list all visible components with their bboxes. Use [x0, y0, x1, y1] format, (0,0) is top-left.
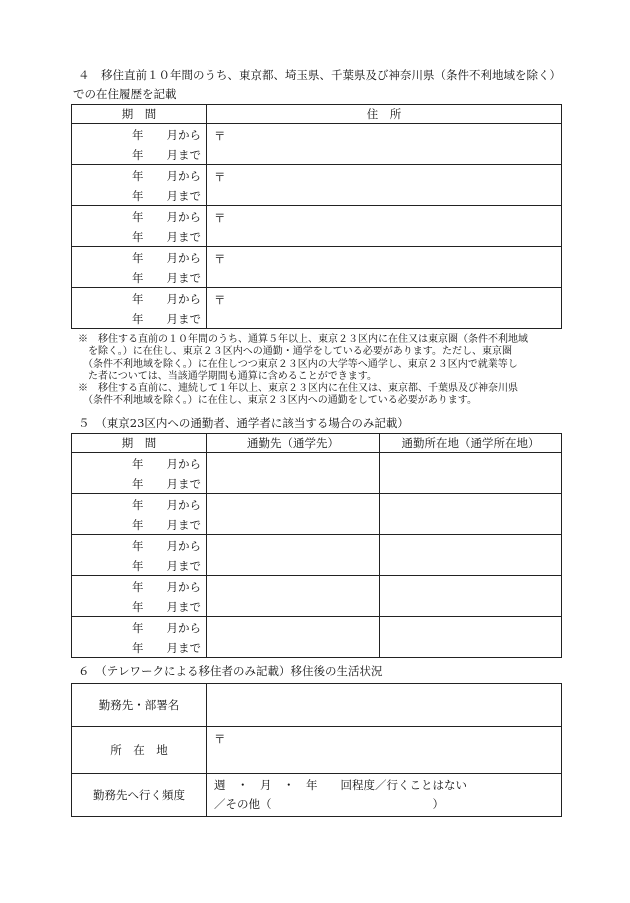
- address-cell[interactable]: [207, 206, 562, 247]
- period-to: [72, 514, 206, 534]
- col-location-header: 通勤所在地（通学所在地）: [380, 434, 562, 453]
- period-to: [72, 637, 206, 657]
- period-from: [72, 453, 206, 473]
- address-cell[interactable]: [207, 124, 562, 165]
- table-row: [72, 124, 562, 165]
- workplace-field[interactable]: [207, 684, 562, 727]
- table-row: [72, 206, 562, 247]
- address-row: [72, 727, 562, 774]
- postal-mark: 〒: [214, 211, 226, 225]
- period-to: [72, 226, 206, 246]
- frequency-label: 勤務先へ行く頻度: [72, 774, 207, 817]
- residence-history-table: [71, 104, 562, 329]
- period-cell[interactable]: [72, 247, 207, 288]
- table-row: [72, 165, 562, 206]
- period-to: [72, 596, 206, 616]
- postal-mark: 〒: [214, 129, 226, 143]
- note-line: ※ 移住する直前の１０年間のうち、通算５年以上、東京２３区内に在住又は東京圏（条件不利地域: [78, 334, 528, 345]
- address-cell[interactable]: [207, 288, 562, 329]
- period-from: [72, 247, 206, 267]
- period-to: [72, 308, 206, 328]
- frequency-row: [72, 774, 562, 817]
- note-line: た者については、当該通学期間も通算に含めることができます。: [78, 370, 377, 382]
- living-status-table: [71, 683, 562, 817]
- period-to-text: 年 月まで: [132, 477, 201, 491]
- period-to: [72, 144, 206, 164]
- section5-heading: ５ （東京23区内への通勤者、通学者に該当する場合のみ記載）: [78, 416, 409, 430]
- table-header-row: [72, 434, 562, 453]
- col-period-header: 期 間: [72, 105, 207, 124]
- location-cell[interactable]: [380, 576, 562, 617]
- address-cell[interactable]: [207, 247, 562, 288]
- period-from: [72, 617, 206, 637]
- period-from: [72, 535, 206, 555]
- period-from: [72, 494, 206, 514]
- period-cell[interactable]: [72, 206, 207, 247]
- table-row: [72, 576, 562, 617]
- period-cell[interactable]: [72, 617, 207, 658]
- period-to-text: 年 月まで: [132, 600, 201, 614]
- location-cell[interactable]: [380, 494, 562, 535]
- period-to-text: 年 月まで: [132, 641, 201, 655]
- col-address-header: 住 所: [207, 105, 562, 124]
- table-row: [72, 494, 562, 535]
- postal-mark: 〒: [214, 732, 226, 746]
- workplace-cell[interactable]: [207, 494, 380, 535]
- table-row: [72, 247, 562, 288]
- workplace-label: 勤務先・部署名: [72, 684, 207, 727]
- period-cell[interactable]: [72, 288, 207, 329]
- period-cell[interactable]: [72, 535, 207, 576]
- col-period-header: 期 間: [72, 434, 207, 453]
- address-label: 所 在 地: [72, 727, 207, 774]
- address-field[interactable]: [207, 727, 562, 774]
- period-to: [72, 185, 206, 205]
- frequency-options: 週 ・ 月 ・ 年 回程度／行くことはない: [214, 778, 467, 792]
- period-cell[interactable]: [72, 165, 207, 206]
- period-from: [72, 288, 206, 308]
- period-from-text: 年 月から: [132, 292, 201, 306]
- period-cell[interactable]: [72, 453, 207, 494]
- period-from-text: 年 月から: [132, 580, 201, 594]
- period-from: [72, 124, 206, 144]
- address-cell[interactable]: [207, 165, 562, 206]
- period-to: [72, 473, 206, 493]
- workplace-row: [72, 684, 562, 727]
- period-to-text: 年 月まで: [132, 189, 201, 203]
- workplace-cell[interactable]: [207, 535, 380, 576]
- period-to: [72, 555, 206, 575]
- note-line: ※ 移住する直前に、連続して１年以上、東京２３区内に在住又は、東京都、千葉県及び神奈川県: [78, 383, 518, 395]
- note-line: を除く。）に在住し、東京２３区内への通勤・通学をしている必要があります。ただし、東京圏: [78, 346, 512, 358]
- frequency-other: ／その他（ ）: [214, 797, 444, 811]
- period-cell[interactable]: [72, 576, 207, 617]
- period-from-text: 年 月から: [132, 498, 201, 512]
- location-cell[interactable]: [380, 535, 562, 576]
- location-cell[interactable]: [380, 453, 562, 494]
- period-to-text: 年 月まで: [132, 312, 201, 326]
- period-from-text: 年 月から: [132, 251, 201, 265]
- period-to-text: 年 月まで: [132, 271, 201, 285]
- workplace-cell[interactable]: [207, 453, 380, 494]
- postal-mark: 〒: [214, 170, 226, 184]
- section6-heading: ６ （テレワークによる移住者のみ記載）移住後の生活状況: [78, 664, 383, 678]
- postal-mark: 〒: [214, 252, 226, 266]
- period-from: [72, 576, 206, 596]
- period-from-text: 年 月から: [132, 539, 201, 553]
- col-workplace-header: 通勤先（通学先）: [207, 434, 380, 453]
- table-row: [72, 288, 562, 329]
- section4-notes: [78, 334, 528, 408]
- table-row: [72, 617, 562, 658]
- period-to-text: 年 月まで: [132, 148, 201, 162]
- table-row: [72, 535, 562, 576]
- period-from-text: 年 月から: [132, 169, 201, 183]
- workplace-cell[interactable]: [207, 576, 380, 617]
- period-to-text: 年 月まで: [132, 518, 201, 532]
- period-to-text: 年 月まで: [132, 559, 201, 573]
- period-from-text: 年 月から: [132, 621, 201, 635]
- section4-heading-line2: での在住履歴を記載: [73, 87, 177, 101]
- frequency-field[interactable]: [207, 774, 562, 817]
- period-from: [72, 206, 206, 226]
- period-from-text: 年 月から: [132, 210, 201, 224]
- note-line: （条件不利地域を除く。）に在住しつつ東京２３区内の大学等へ通学し、東京２３区内で就業等し: [78, 358, 518, 370]
- table-row: [72, 453, 562, 494]
- period-from-text: 年 月から: [132, 457, 201, 471]
- note-line: （条件不利地域を除く。）に在住し、東京２３区内への通勤をしている必要があります。: [78, 395, 477, 407]
- period-cell[interactable]: [72, 494, 207, 535]
- commute-table: [71, 433, 562, 658]
- period-from-text: 年 月から: [132, 128, 201, 142]
- workplace-cell[interactable]: [207, 617, 380, 658]
- period-cell[interactable]: [72, 124, 207, 165]
- period-from: [72, 165, 206, 185]
- table-header-row: [72, 105, 562, 124]
- period-to: [72, 267, 206, 287]
- period-to-text: 年 月まで: [132, 230, 201, 244]
- postal-mark: 〒: [214, 293, 226, 307]
- location-cell[interactable]: [380, 617, 562, 658]
- section4-heading-line1: ４ 移住直前１０年間のうち、東京都、埼玉県、千葉県及び神奈川県（条件不利地域を除く）: [78, 68, 561, 82]
